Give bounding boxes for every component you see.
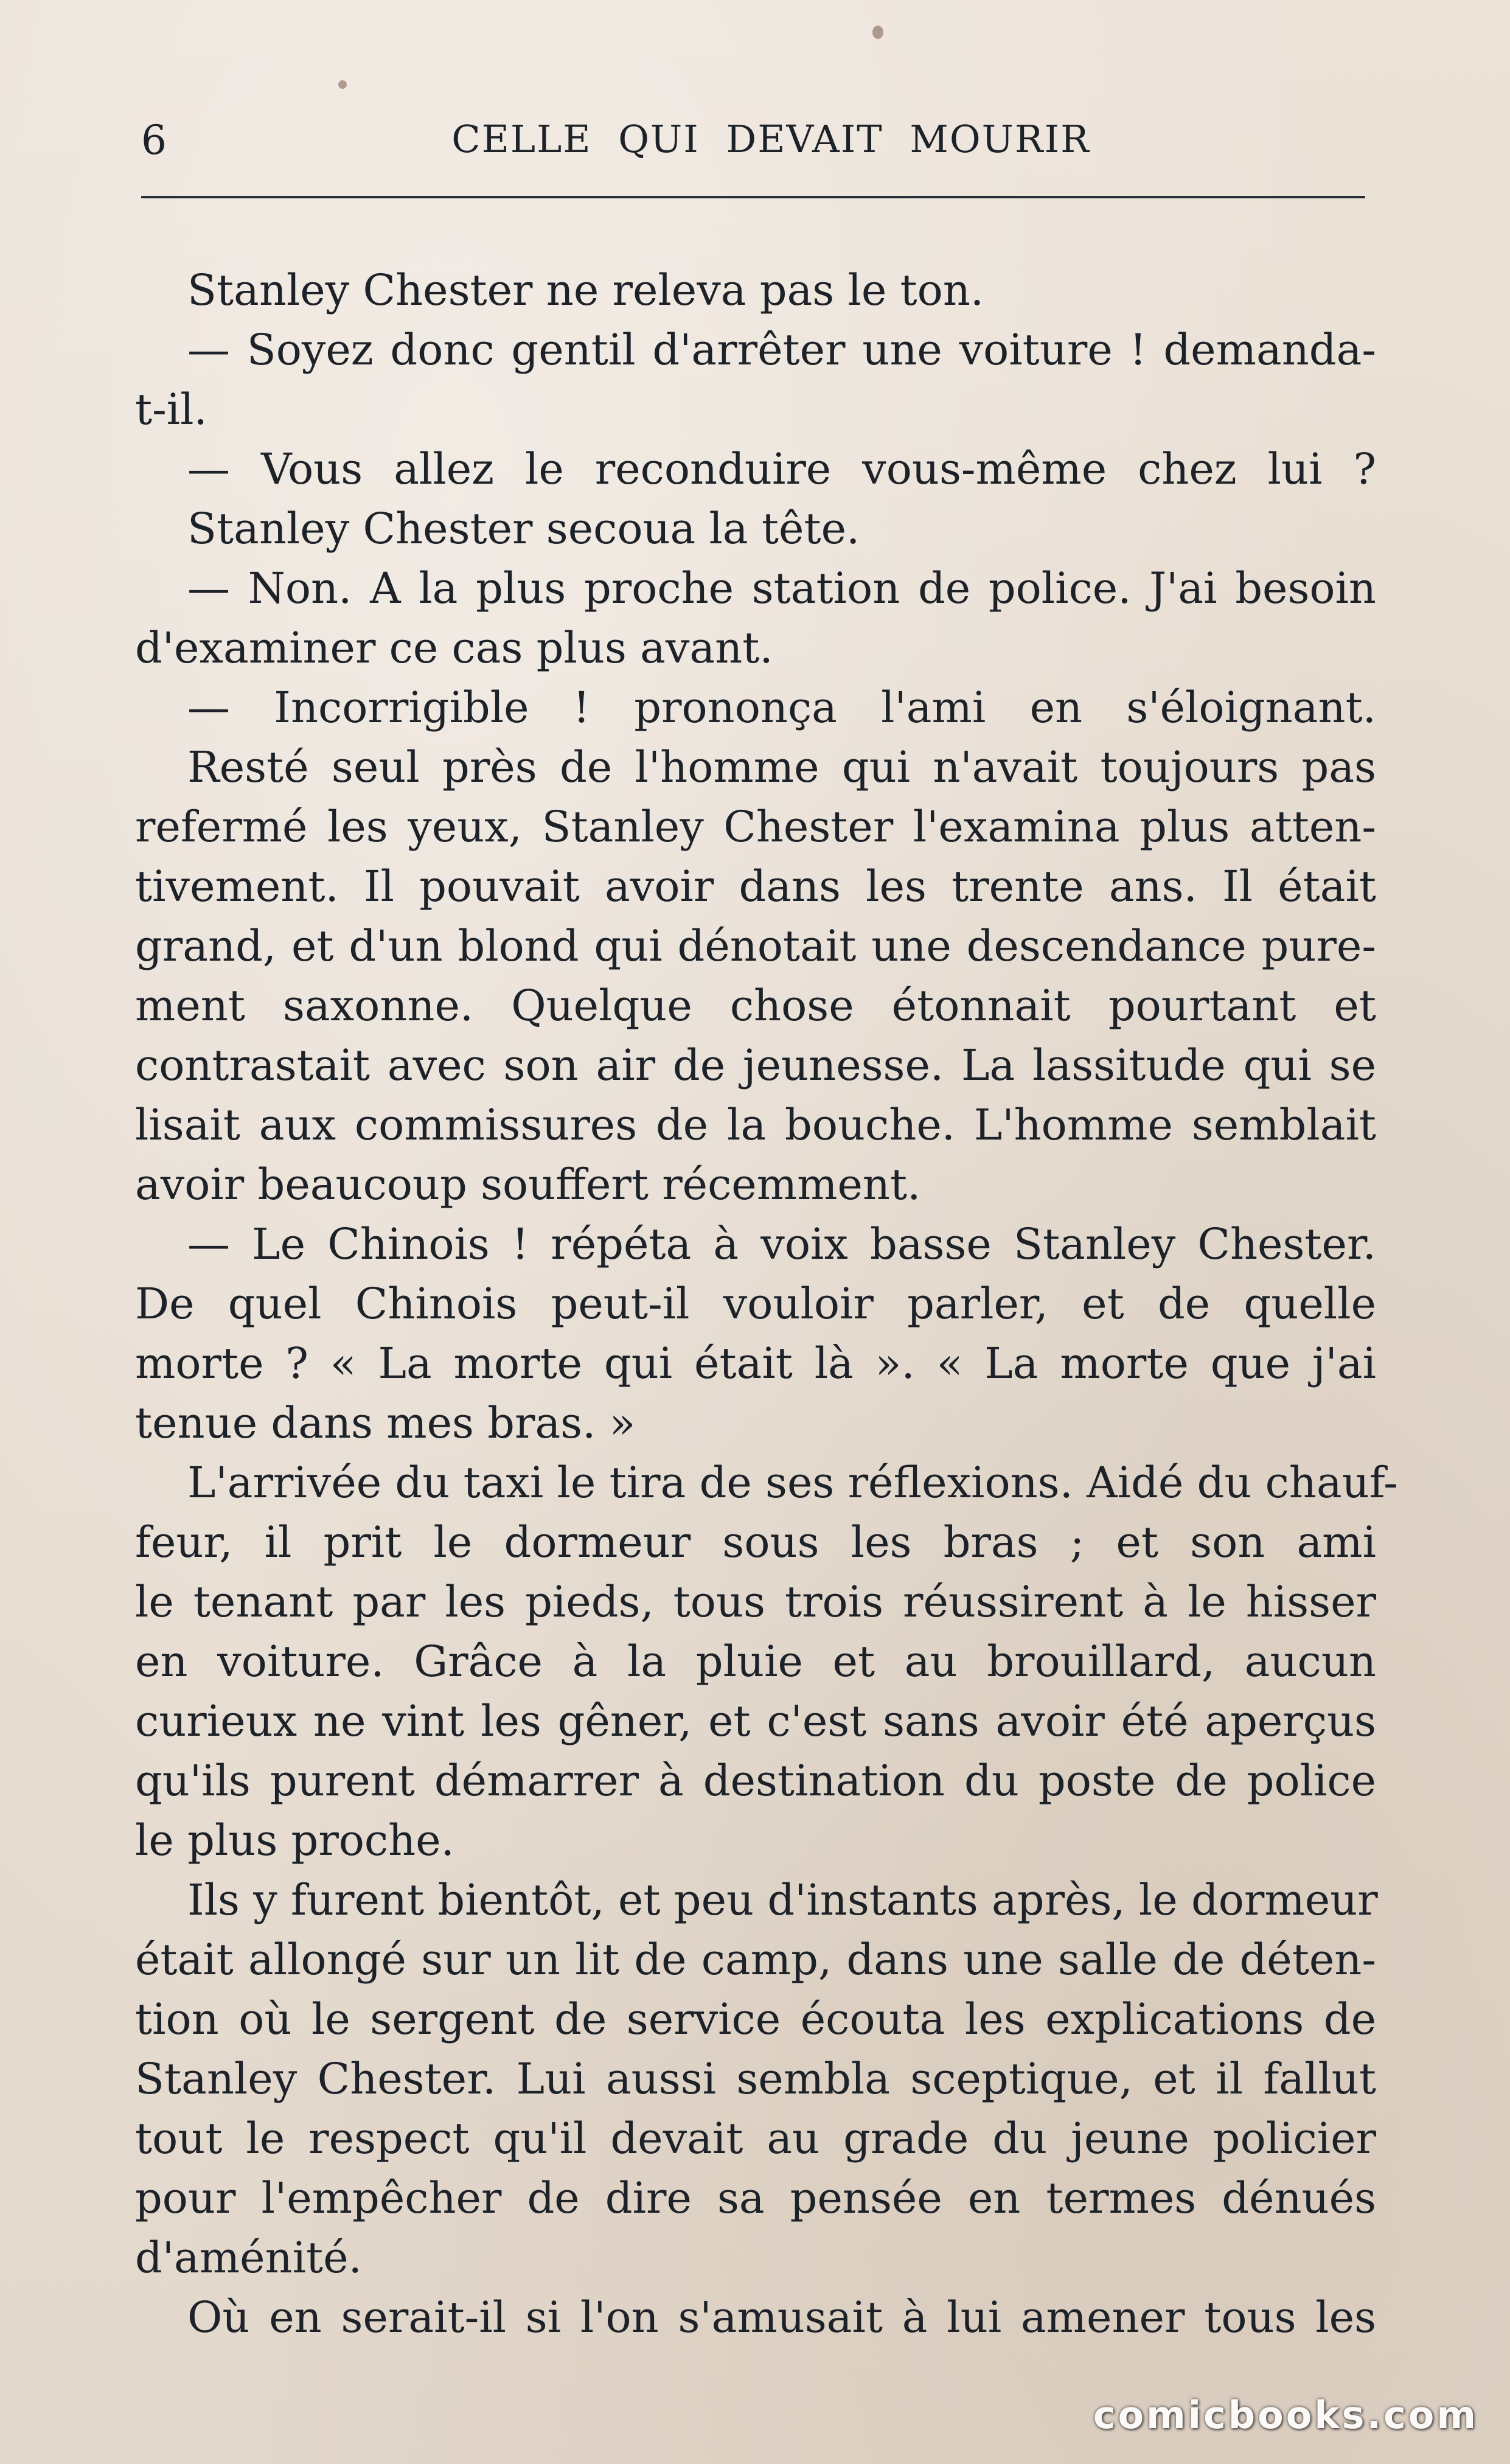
text-line: — Le Chinois ! répéta à voix basse Stanley Chester. [187, 1219, 1376, 1269]
text-line: L'arrivée du taxi le tira de ses réflexions. Aidé du chauf- [187, 1458, 1398, 1508]
running-title: CELLE QUI DEVAIT MOURIR [451, 117, 1090, 161]
text-line: curieux ne vint les gêner, et c'est sans avoir été aperçus [135, 1696, 1376, 1746]
text-line: feur, il prit le dormeur sous les bras ; et son ami [135, 1517, 1376, 1567]
text-line: Resté seul près de l'homme qui n'avait toujours pas [187, 742, 1376, 792]
text-line: pour l'empêcher de dire sa pensée en termes dénués [135, 2173, 1376, 2223]
text-line: d'aménité. [135, 2233, 362, 2283]
page-header [141, 117, 1364, 172]
text-line: en voiture. Grâce à la pluie et au brouillard, aucun [135, 1637, 1376, 1686]
text-line: Stanley Chester secoua la tête. [187, 504, 860, 554]
text-line: avoir beaucoup souffert récemment. [135, 1160, 921, 1209]
text-line: Ils y furent bientôt, et peu d'instants après, le dormeur [187, 1875, 1378, 1925]
watermark: comicbooks.com [1093, 2393, 1478, 2437]
text-line: Où en serait-il si l'on s'amusait à lui amener tous les [187, 2292, 1376, 2342]
text-line: tion où le sergent de service écouta les explications de [135, 1994, 1376, 2044]
text-line: — Vous allez le reconduire vous-même chez lui ? [187, 444, 1376, 494]
text-line: — Soyez donc gentil d'arrêter une voiture ! demanda- [187, 325, 1376, 375]
body-text [135, 260, 1398, 2347]
text-line: refermé les yeux, Stanley Chester l'examina plus atten- [135, 802, 1376, 852]
text-line: qu'ils purent démarrer à destination du poste de police [135, 1756, 1376, 1806]
text-line: ment saxonne. Quelque chose étonnait pourtant et [135, 981, 1376, 1031]
text-line: — Non. A la plus proche station de police. J'ai besoin [187, 563, 1376, 613]
page-number: 6 [141, 117, 167, 164]
text-line: Stanley Chester. Lui aussi sembla sceptique, et il fallut [135, 2054, 1376, 2104]
header-rule [141, 196, 1365, 198]
text-line: tout le respect qu'il devait au grade du jeune policier [135, 2114, 1376, 2163]
text-line: le plus proche. [135, 1815, 454, 1865]
text-line: lisait aux commissures de la bouche. L'homme semblait [135, 1100, 1376, 1150]
text-line: Stanley Chester ne releva pas le ton. [187, 265, 984, 315]
text-line: d'examiner ce cas plus avant. [135, 623, 773, 673]
text-line: morte ? « La morte qui était là ». « La morte que j'ai [135, 1338, 1376, 1388]
text-line: était allongé sur un lit de camp, dans une salle de déten- [135, 1935, 1376, 1985]
text-line: le tenant par les pieds, tous trois réussirent à le hisser [135, 1577, 1376, 1627]
text-line: contrastait avec son air de jeunesse. La lassitude qui se [135, 1040, 1376, 1090]
text-line: — Incorrigible ! prononça l'ami en s'éloignant. [187, 683, 1376, 733]
text-line: t-il. [135, 385, 207, 434]
text-line: grand, et d'un blond qui dénotait une descendance pure- [135, 921, 1376, 971]
text-line: tivement. Il pouvait avoir dans les trente ans. Il était [135, 861, 1376, 911]
text-line: De quel Chinois peut-il vouloir parler, et de quelle [135, 1279, 1376, 1329]
ink-speck [338, 80, 347, 89]
ink-speck [872, 26, 883, 39]
text-line: tenue dans mes bras. » [135, 1398, 636, 1448]
